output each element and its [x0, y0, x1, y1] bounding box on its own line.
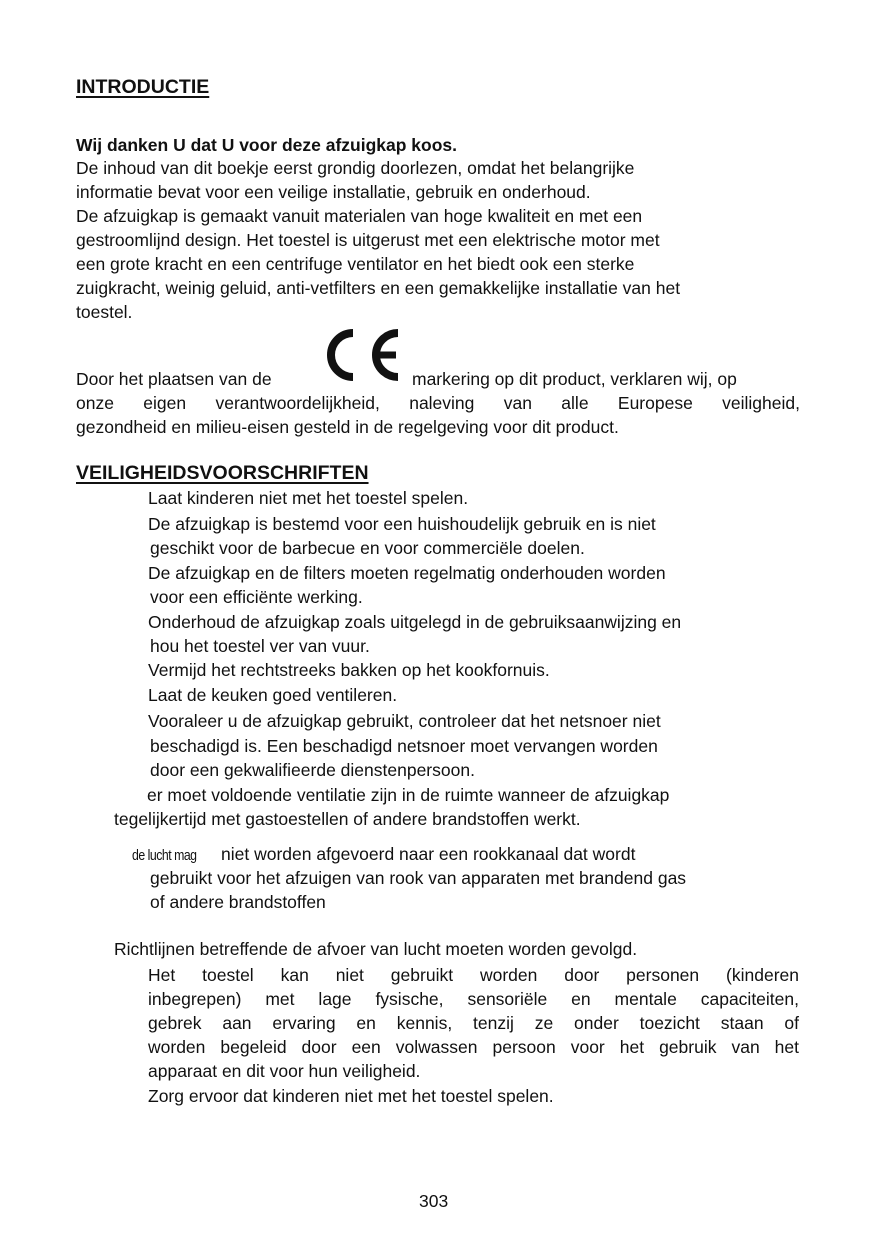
guidelines-text: Richtlijnen betreffende de afvoer van lucht moeten worden gevolgd. — [114, 939, 638, 959]
intro-line: gestroomlijnd design. Het toestel is uitgerust met een elektrische motor met — [76, 230, 660, 250]
safety-item: Laat de keuken goed ventileren. — [148, 685, 398, 705]
persons-line: inbegrepen) met lage fysische, sensoriële en mentale capaciteiten, — [148, 989, 799, 1009]
air-line: niet worden afgevoerd naar een rookkanaal dat wordt — [221, 844, 636, 864]
intro-line: zuigkracht, weinig geluid, anti-vetfilters en een gemakkelijke installatie van het — [76, 278, 681, 298]
safety-item: De afzuigkap en de filters moeten regelmatig onderhouden worden — [148, 563, 666, 583]
ce-text-after: markering op dit product, verklaren wij, op — [412, 369, 737, 389]
air-prefix: de lucht mag — [132, 847, 197, 864]
safety-heading: VEILIGHEIDSVOORSCHRIFTEN — [76, 462, 369, 484]
ce-mark-logo — [322, 326, 402, 384]
safety-item-continued: voor een efficiënte werking. — [150, 587, 363, 607]
persons-paragraph — [148, 963, 799, 1083]
safety-item-continued: door een gekwalifieerde dienstenpersoon. — [150, 760, 475, 780]
safety-item-continued: geschikt voor de barbecue en voor commerciële doelen. — [150, 538, 585, 558]
ce-mark-c — [331, 333, 353, 377]
air-line: gebruikt voor het afzuigen van rook van apparaten met brandend gas — [150, 868, 687, 888]
safety-item: Vermijd het rechtstreeks bakken op het kookfornuis. — [148, 660, 550, 680]
persons-line: worden begeleid door een volwassen persoon voor het gebruik van het — [148, 1037, 799, 1057]
safety-item: Laat kinderen niet met het toestel spelen. — [148, 488, 469, 508]
ce-paragraph — [76, 391, 800, 439]
intro-paragraph — [76, 156, 680, 324]
last-safety-item: Zorg ervoor dat kinderen niet met het toestel spelen. — [148, 1086, 554, 1106]
ce-line: onze eigen verantwoordelijkheid, naleving van alle Europese veiligheid, — [76, 393, 800, 413]
safety-item: De afzuigkap is bestemd voor een huishoudelijk gebruik en is niet — [148, 514, 656, 534]
intro-line: informatie bevat voor een veilige installatie, gebruik en onderhoud. — [76, 182, 591, 202]
safety-item: Onderhoud de afzuigkap zoals uitgelegd in de gebruiksaanwijzing en — [148, 612, 682, 632]
safety-item-continued: beschadigd is. Een beschadigd netsnoer moet vervangen worden — [150, 736, 658, 756]
safety-item-continued: tegelijkertijd met gastoestellen of andere brandstoffen werkt. — [114, 809, 581, 829]
page-number: 303 — [419, 1191, 449, 1211]
persons-line: apparaat en dit voor hun veiligheid. — [148, 1061, 421, 1081]
persons-line: gebrek aan ervaring en kennis, tenzij ze onder toezicht staan of — [148, 1013, 799, 1033]
safety-item-continued: hou het toestel ver van vuur. — [150, 636, 370, 656]
persons-line: Het toestel kan niet gebruikt worden door personen (kinderen — [148, 965, 799, 985]
intro-line: De inhoud van dit boekje eerst grondig doorlezen, omdat het belangrijke — [76, 158, 635, 178]
ce-line: gezondheid en milieu-eisen gesteld in de regelgeving voor dit product. — [76, 417, 619, 437]
intro-line: De afzuigkap is gemaakt vanuit materialen van hoge kwaliteit en met een — [76, 206, 643, 226]
intro-thanks: Wij danken U dat U voor deze afzuigkap koos. — [76, 135, 458, 155]
safety-item: Vooraleer u de afzuigkap gebruikt, controleer dat het netsnoer niet — [148, 711, 661, 731]
air-line: of andere brandstoffen — [150, 892, 326, 912]
intro-line: een grote kracht en een centrifuge ventilator en het biedt ook een sterke — [76, 254, 635, 274]
intro-line: toestel. — [76, 302, 133, 322]
intro-heading: INTRODUCTIE — [76, 76, 210, 98]
safety-item: er moet voldoende ventilatie zijn in de ruimte wanneer de afzuigkap — [147, 785, 670, 805]
ce-text-before: Door het plaatsen van de — [76, 369, 272, 389]
air-item — [132, 842, 211, 868]
